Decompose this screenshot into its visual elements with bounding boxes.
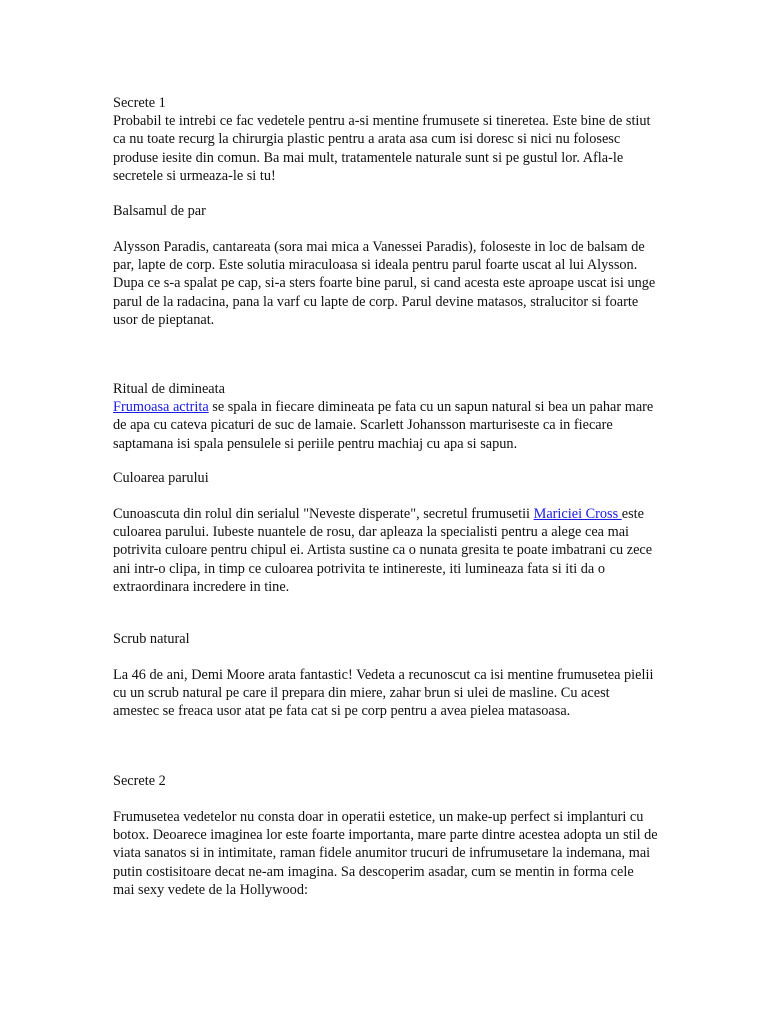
paragraph-ritual <box>113 398 658 453</box>
culoarea-text-before: Cunoascuta din rolul din serialul "Neveste disperate", secretul frumusetii <box>113 506 534 522</box>
section-title-secrete-1: Secrete 1 <box>113 95 166 111</box>
paragraph-secrete-2: Frumusetea vedetelor nu consta doar in operatii estetice, un make-up perfect si implanturi cu botox. Deoarece imaginea lor este foarte importanta, mare parte dintre acestea adopta un stil de viata sanatos si in intimitate, raman fidele anumitor trucuri de infrumusetare la indemana, mai putin costisitoare decat ne-am imagina. Sa descoperim asadar, cum se mentin in forma cele mai sexy vedete de la Hollywood: <box>113 809 658 898</box>
heading-scrub-natural: Scrub natural <box>113 631 190 647</box>
section-title-secrete-2: Secrete 2 <box>113 773 166 789</box>
paragraph-balsamul: Alysson Paradis, cantareata (sora mai mica a Vanessei Paradis), foloseste in loc de balsam de par, lapte de corp. Este solutia miraculoasa si ideala pentru parul foarte uscat al lui Alysson. Dupa ce s-a spalat pe cap, si-a sters foarte bine parul, si cand acesta este aproape uscat isi unge parul de la radacina, pana la varf cu lapte de corp. Parul devine matasos, stralucitor si foarte usor de pieptanat. <box>113 239 656 328</box>
paragraph-scrub-natural: La 46 de ani, Demi Moore arata fantastic! Vedeta a recunoscut ca isi mentine frumusetea pielii cu un scrub natural pe care il prepara din miere, zahar brun si ulei de masline. Cu acest amestec se freaca usor atat pe fata cat si pe corp pentru a avea pielea matasoasa. <box>113 667 654 720</box>
ritual-text: se spala in fiecare dimineata pe fata cu un sapun natural si bea un pahar mare de apa cu cateva picaturi de suc de lamaie. Scarlett Johansson marturiseste ca in fiecare saptamana isi spala pensulele si periile pentru machiaj cu apa si sapun. <box>113 399 654 452</box>
heading-culoarea-parului: Culoarea parului <box>113 470 209 486</box>
link-frumoasa-actrita[interactable]: Frumoasa actrita <box>113 399 209 416</box>
heading-ritual: Ritual de dimineata <box>113 381 225 397</box>
culoarea-text-after: este culoarea parului. Iubeste nuantele de rosu, dar apleaza la specialisti pentru a alege cea mai potrivita culoare pentru chipul ei. Artista sustine ca o nunata gresita te poate imbatrani cu zece ani intr-o clipa, in timp ce culoarea potrivita te intinereste, iti lumineaza fata si iti da o extraordinara incredere in tine. <box>113 506 653 595</box>
intro-paragraph: Probabil te intrebi ce fac vedetele pentru a-si mentine frumusete si tineretea. Este bine de stiut ca nu toate recurg la chirurgia plastic pentru a arata asa cum isi doresc si nici nu folosesc produse iesite din comun. Ba mai mult, tratamentele naturale sunt si pe gustul lor. Afla-le secretele si urmeaza-le si tu! <box>113 113 651 184</box>
section-ritual <box>113 380 658 453</box>
link-mariciei-cross[interactable]: Mariciei Cross <box>533 506 622 522</box>
heading-balsamul: Balsamul de par <box>113 203 206 219</box>
paragraph-culoarea-parului <box>113 505 658 596</box>
section-secrete-1 <box>113 94 658 185</box>
